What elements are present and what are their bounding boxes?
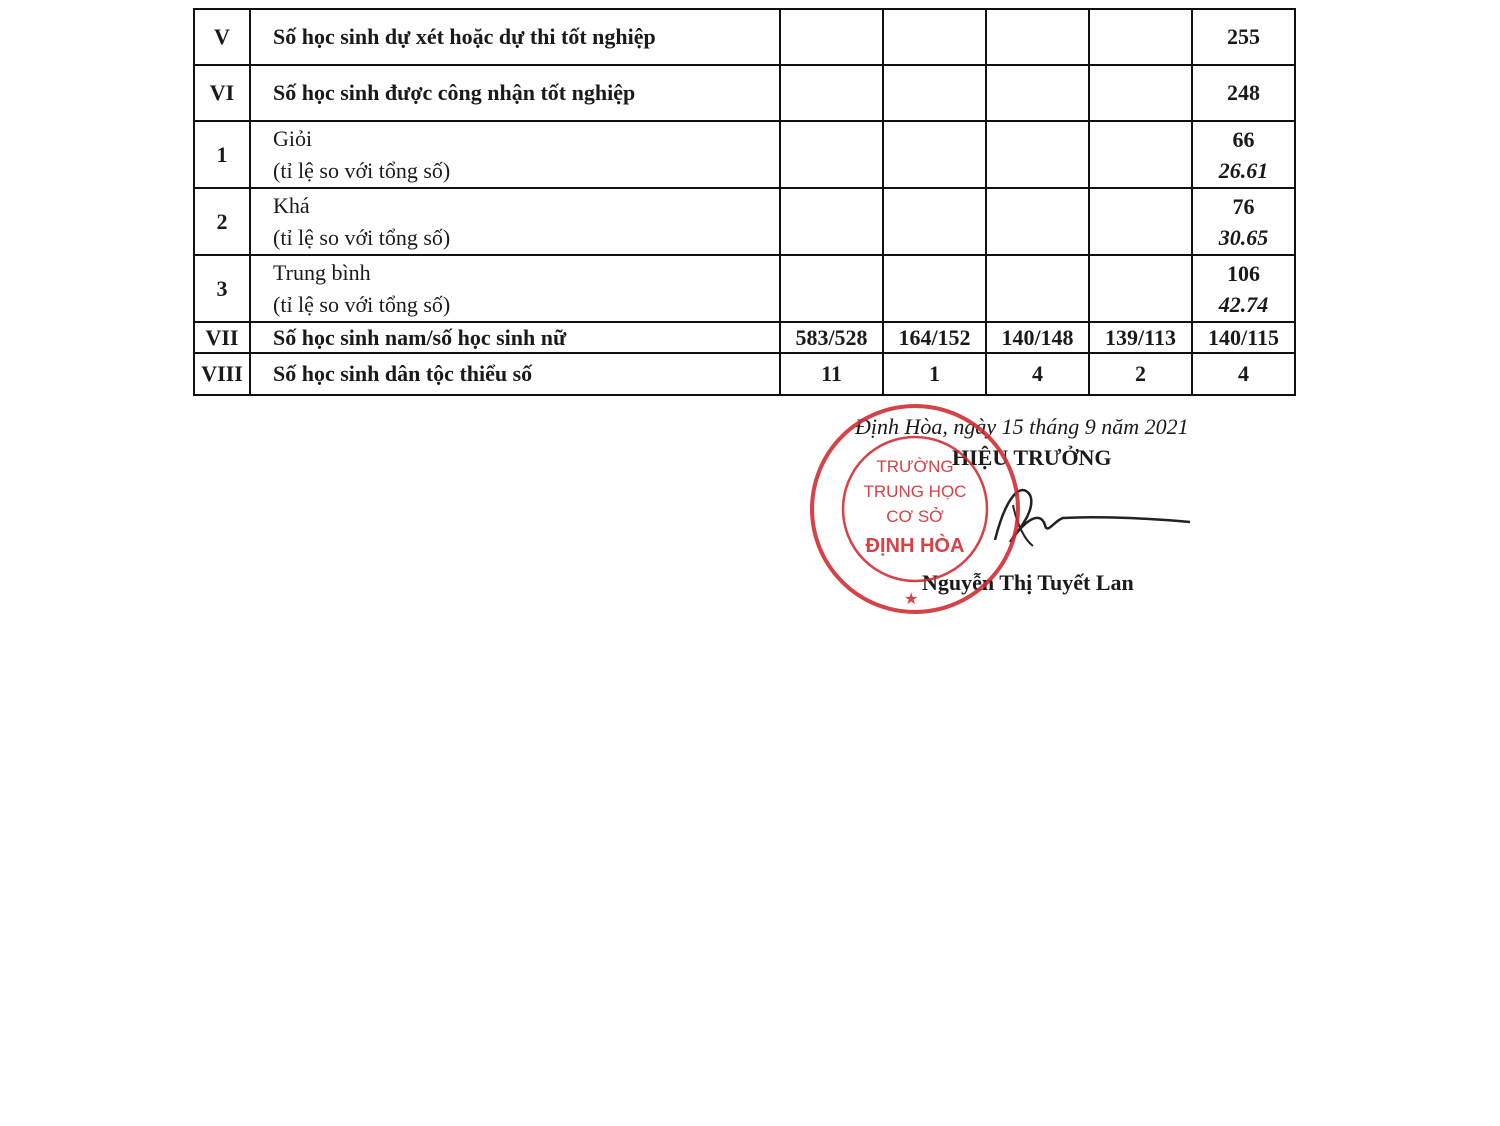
value-cell: 2 — [1089, 353, 1192, 395]
row-label — [250, 121, 780, 188]
value-cell: 1 — [883, 353, 986, 395]
percent-value: 26.61 — [1218, 157, 1269, 183]
value-cell: 139/113 — [1089, 322, 1192, 353]
value-cell: 140/148 — [986, 322, 1089, 353]
seal-text: TRƯỜNG — [876, 457, 954, 476]
value-cell — [883, 255, 986, 322]
seal-star-icon: ★ — [904, 591, 919, 608]
row-label-sub: (tỉ lệ so với tổng số) — [273, 157, 451, 183]
value-cell: 140/115 — [1192, 322, 1295, 353]
value-cell — [986, 9, 1089, 65]
row-index: VI — [194, 65, 250, 121]
value-cell — [1192, 188, 1295, 255]
row-label-main: Khá — [273, 192, 310, 218]
signer-title: HIỆU TRƯỞNG — [952, 445, 1112, 470]
school-seal-icon — [808, 402, 1023, 617]
table-row — [194, 353, 1295, 395]
value-cell — [780, 255, 883, 322]
value-cell — [780, 65, 883, 121]
row-label: Số học sinh dân tộc thiểu số — [250, 353, 780, 395]
row-index: VII — [194, 322, 250, 353]
table-row — [194, 255, 1295, 322]
table-row — [194, 188, 1295, 255]
row-label-sub: (tỉ lệ so với tổng số) — [273, 291, 451, 317]
value-cell — [1192, 255, 1295, 322]
value-cell — [1089, 9, 1192, 65]
value-cell: 11 — [780, 353, 883, 395]
count-value: 76 — [1232, 193, 1255, 219]
signer-name: Nguyễn Thị Tuyết Lan — [922, 570, 1134, 595]
value-cell — [883, 9, 986, 65]
value-cell — [986, 121, 1089, 188]
value-cell: 583/528 — [780, 322, 883, 353]
table-row — [194, 65, 1295, 121]
row-label: Số học sinh dự xét hoặc dự thi tốt nghiệp — [250, 9, 780, 65]
table-row — [194, 9, 1295, 65]
row-label — [250, 255, 780, 322]
seal-text: CƠ SỞ — [886, 507, 944, 526]
row-index: 1 — [194, 121, 250, 188]
value-cell — [1089, 188, 1192, 255]
value-cell — [883, 188, 986, 255]
value-cell — [883, 65, 986, 121]
value-cell — [1089, 121, 1192, 188]
row-label: Số học sinh được công nhận tốt nghiệp — [250, 65, 780, 121]
row-label — [250, 188, 780, 255]
count-value: 106 — [1227, 260, 1260, 286]
row-index: VIII — [194, 353, 250, 395]
value-cell — [1089, 65, 1192, 121]
percent-value: 30.65 — [1218, 224, 1269, 250]
row-label-main: Giỏi — [273, 125, 313, 151]
value-cell — [1089, 255, 1192, 322]
seal-text: ĐỊNH HÒA — [865, 535, 965, 557]
value-cell: 4 — [1192, 353, 1295, 395]
percent-value: 42.74 — [1218, 291, 1269, 317]
value-cell — [780, 188, 883, 255]
value-cell — [780, 121, 883, 188]
value-cell: 248 — [1192, 65, 1295, 121]
row-index: 3 — [194, 255, 250, 322]
value-cell — [1192, 121, 1295, 188]
signing-date: Định Hòa, ngày 15 tháng 9 năm 2021 — [855, 414, 1189, 439]
statistics-table — [193, 8, 1296, 396]
value-cell: 255 — [1192, 9, 1295, 65]
seal-text: TRUNG HỌC — [863, 482, 967, 501]
count-value: 66 — [1232, 126, 1255, 152]
value-cell — [780, 9, 883, 65]
value-cell — [986, 65, 1089, 121]
row-label: Số học sinh nam/số học sinh nữ — [250, 322, 780, 353]
row-label-sub: (tỉ lệ so với tổng số) — [273, 224, 451, 250]
row-index: V — [194, 9, 250, 65]
value-cell — [986, 255, 1089, 322]
value-cell: 164/152 — [883, 322, 986, 353]
table-row — [194, 322, 1295, 353]
value-cell: 4 — [986, 353, 1089, 395]
value-cell — [986, 188, 1089, 255]
table-row — [194, 121, 1295, 188]
value-cell — [883, 121, 986, 188]
row-label-main: Trung bình — [273, 259, 371, 285]
row-index: 2 — [194, 188, 250, 255]
